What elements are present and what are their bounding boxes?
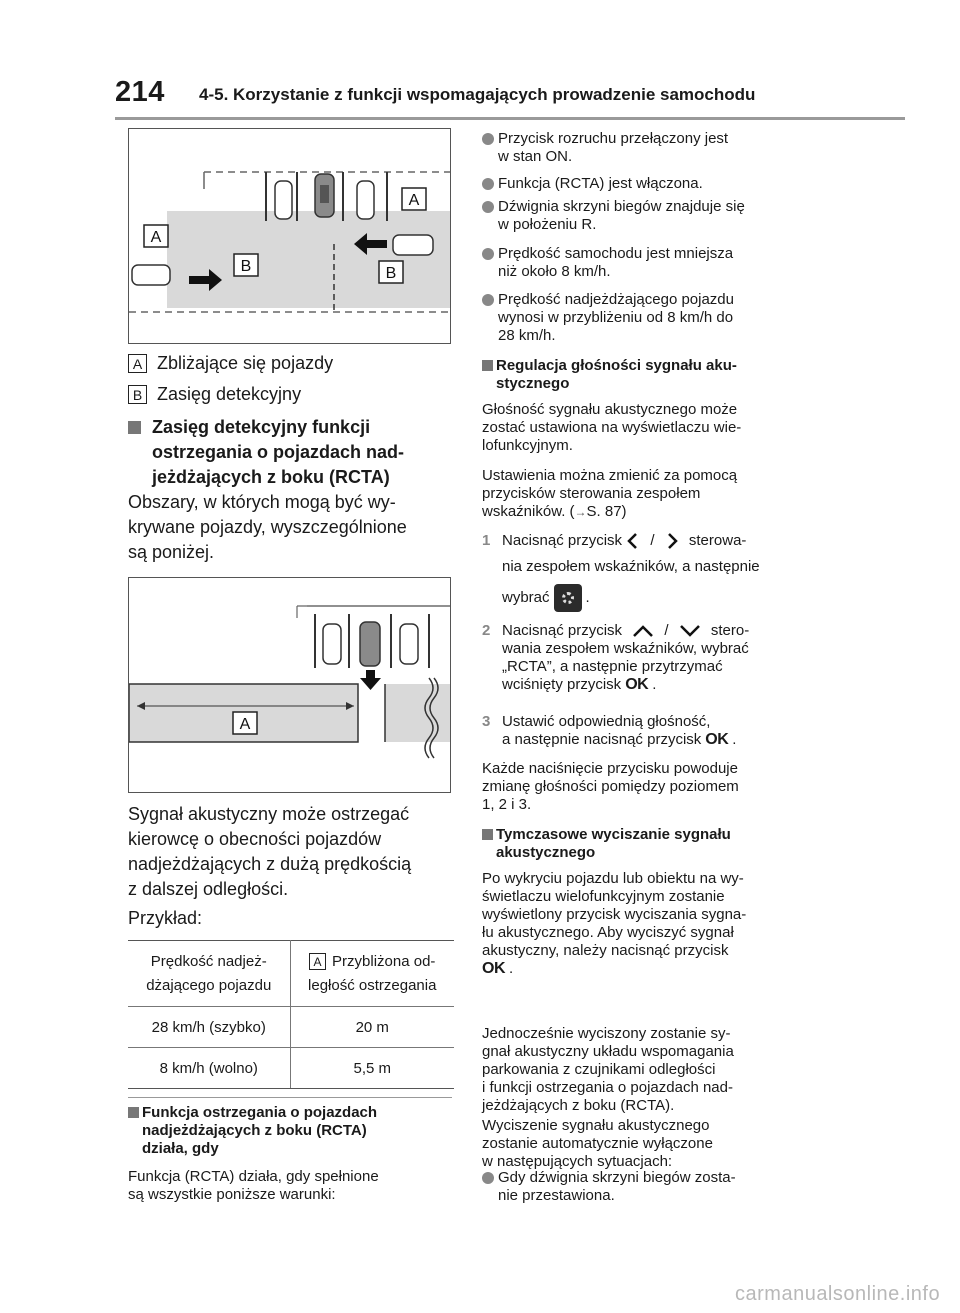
paragraph-mute-info: Po wykryciu pojazdu lub obiektu na wy- świetlaczu wielofunkcyjnym zostanie wyświetlony przycisk wyciszania sygna- łu akustycznego. Aby wyciszyć sygnał akustyczny, należy nacisnąć przycisk OK . bbox=[482, 870, 747, 977]
chevron-down-icon bbox=[679, 624, 701, 638]
step-2: 2 Nacisnąć przycisk / stero- wania zespołem wskaźników, wybrać „RCTA”, a następnie przytrzymać wciśnięty przycisk OK . bbox=[482, 622, 750, 693]
legend-text-detection: Zasięg detekcyjny bbox=[157, 384, 302, 404]
paragraph-acoustic-warning: Sygnał akustyczny może ostrzegać kierowcę o obecności pojazdów nadjeżdżających z dużą prędkością z dalszej odległości. bbox=[128, 804, 412, 899]
condition-item: Prędkość samochodu jest mniejsza niż około 8 km/h. bbox=[482, 245, 802, 281]
paragraph-volume-levels: Każde naciśnięcie przycisku powoduje zmianę głośności pomiędzy poziomem 1, 2 i 3. bbox=[482, 760, 739, 813]
fig1-label-b-right: B bbox=[385, 265, 397, 282]
divider bbox=[128, 1097, 452, 1098]
legend-badge-a: A bbox=[128, 354, 147, 373]
ok-button-icon: OK bbox=[482, 960, 505, 977]
step-3: 3 Ustawić odpowiednią głośność, a następnie nacisnąć przycisk OK . bbox=[482, 713, 737, 748]
table-header-row bbox=[128, 941, 454, 1007]
figure-parking-detection bbox=[128, 128, 451, 344]
reference-arrow-icon: → bbox=[574, 505, 587, 519]
fig1-label-b-left: B bbox=[240, 258, 252, 275]
heading-volume-adjust: Regulacja głośności sygnału aku- stycznego bbox=[482, 357, 802, 393]
legend-text-approaching: Zbliżające się pojazdy bbox=[157, 353, 334, 373]
heading-rcta-range: Zasięg detekcyjny funkcji ostrzegania o pojazdach nad- jeżdżających z boku (RCTA) bbox=[128, 415, 448, 490]
table-badge-a: A bbox=[309, 953, 326, 970]
square-bullet-icon bbox=[482, 360, 493, 371]
paragraph-volume-settings: Ustawienia można zmienić za pomocą przycisków sterowania zespołem wskaźników. (→S. 87) bbox=[482, 467, 738, 520]
bullet-dot-icon bbox=[482, 248, 494, 260]
table-row: 28 km/h (szybko) 20 m bbox=[128, 1007, 454, 1048]
bullet-dot-icon bbox=[482, 201, 494, 213]
bullet-dot-icon bbox=[482, 294, 494, 306]
paragraph-volume-info: Głośność sygnału akustycznego może zostać ustawiona na wyświetlaczu wie- lofunkcyjnym. bbox=[482, 401, 742, 454]
square-bullet-icon bbox=[482, 829, 493, 840]
section-title: 4-5. Korzystanie z funkcji wspomagających prowadzenie samochodu bbox=[199, 85, 756, 104]
bullet-dot-icon bbox=[482, 1172, 494, 1184]
figure-detection-distance bbox=[128, 577, 451, 793]
page-header bbox=[115, 78, 905, 120]
condition-item: Dźwignia skrzyni biegów znajduje się w położeniu R. bbox=[482, 198, 802, 234]
settings-gear-icon bbox=[554, 584, 582, 612]
page-number: 214 bbox=[115, 76, 165, 108]
condition-item: Funkcja (RCTA) jest włączona. bbox=[482, 175, 802, 193]
paragraph-detection-areas: Obszary, w których mogą być wy- krywane pojazdy, wyszczególnione są poniżej. bbox=[128, 492, 407, 562]
condition-item: Gdy dźwignia skrzyni biegów zosta- nie przestawiona. bbox=[482, 1169, 802, 1205]
fig1-label-a-right: A bbox=[408, 192, 420, 209]
condition-item: Przycisk rozruchu przełączony jest w stan ON. bbox=[482, 130, 802, 166]
heading-temporary-mute: Tymczasowe wyciszanie sygnału akustycznego bbox=[482, 826, 802, 862]
legend-badge-b: B bbox=[128, 385, 147, 404]
table-header-speed: Prędkość nadjeż- dżającego pojazdu bbox=[128, 941, 290, 1007]
paragraph-mute-cancel: Wyciszenie sygnału akustycznego zostanie automatycznie wyłączone w następujących sytuacjach: bbox=[482, 1117, 713, 1170]
bullet-dot-icon bbox=[482, 133, 494, 145]
footer-watermark: carmanualsonline.info bbox=[735, 1283, 941, 1305]
paragraph-mute-combined: Jednocześnie wyciszony zostanie sy- gnał akustyczny układu wspomagania parkowania z czujnikami odległości i funkcji ostrzegania o pojazdach nad- jeżdżających z boku (RCTA). bbox=[482, 1025, 734, 1114]
speed-distance-table bbox=[128, 940, 454, 1089]
legend-detection bbox=[128, 384, 301, 405]
bullet-dot-icon bbox=[482, 178, 494, 190]
ok-button-icon: OK bbox=[625, 676, 649, 693]
chevron-right-icon bbox=[665, 532, 679, 550]
chevron-up-icon bbox=[632, 624, 654, 638]
paragraph-conditions-intro: Funkcja (RCTA) działa, gdy spełnione są wszystkie poniższe warunki: bbox=[128, 1168, 379, 1203]
table-header-distance: A Przybliżona od- ległość ostrzegania bbox=[290, 941, 454, 1007]
ok-button-icon: OK bbox=[705, 731, 729, 748]
fig2-label-a: A bbox=[239, 716, 251, 733]
heading-rcta-works-when: Funkcja ostrzegania o pojazdach nadjeżdżających z boku (RCTA) działa, gdy bbox=[128, 1104, 458, 1158]
condition-item: Prędkość nadjeżdżającego pojazdu wynosi w przybliżeniu od 8 km/h do 28 km/h. bbox=[482, 291, 802, 345]
square-bullet-icon bbox=[128, 421, 141, 434]
chevron-left-icon bbox=[626, 532, 640, 550]
example-label: Przykład: bbox=[128, 908, 203, 928]
fig1-label-a-left: A bbox=[150, 229, 162, 246]
legend-approaching bbox=[128, 353, 333, 374]
table-row: 8 km/h (wolno) 5,5 m bbox=[128, 1048, 454, 1089]
square-bullet-icon bbox=[128, 1107, 139, 1118]
step-1: 1 Nacisnąć przycisk / sterowa- nia zespołem wskaźników, a następnie wybrać . bbox=[482, 532, 812, 612]
